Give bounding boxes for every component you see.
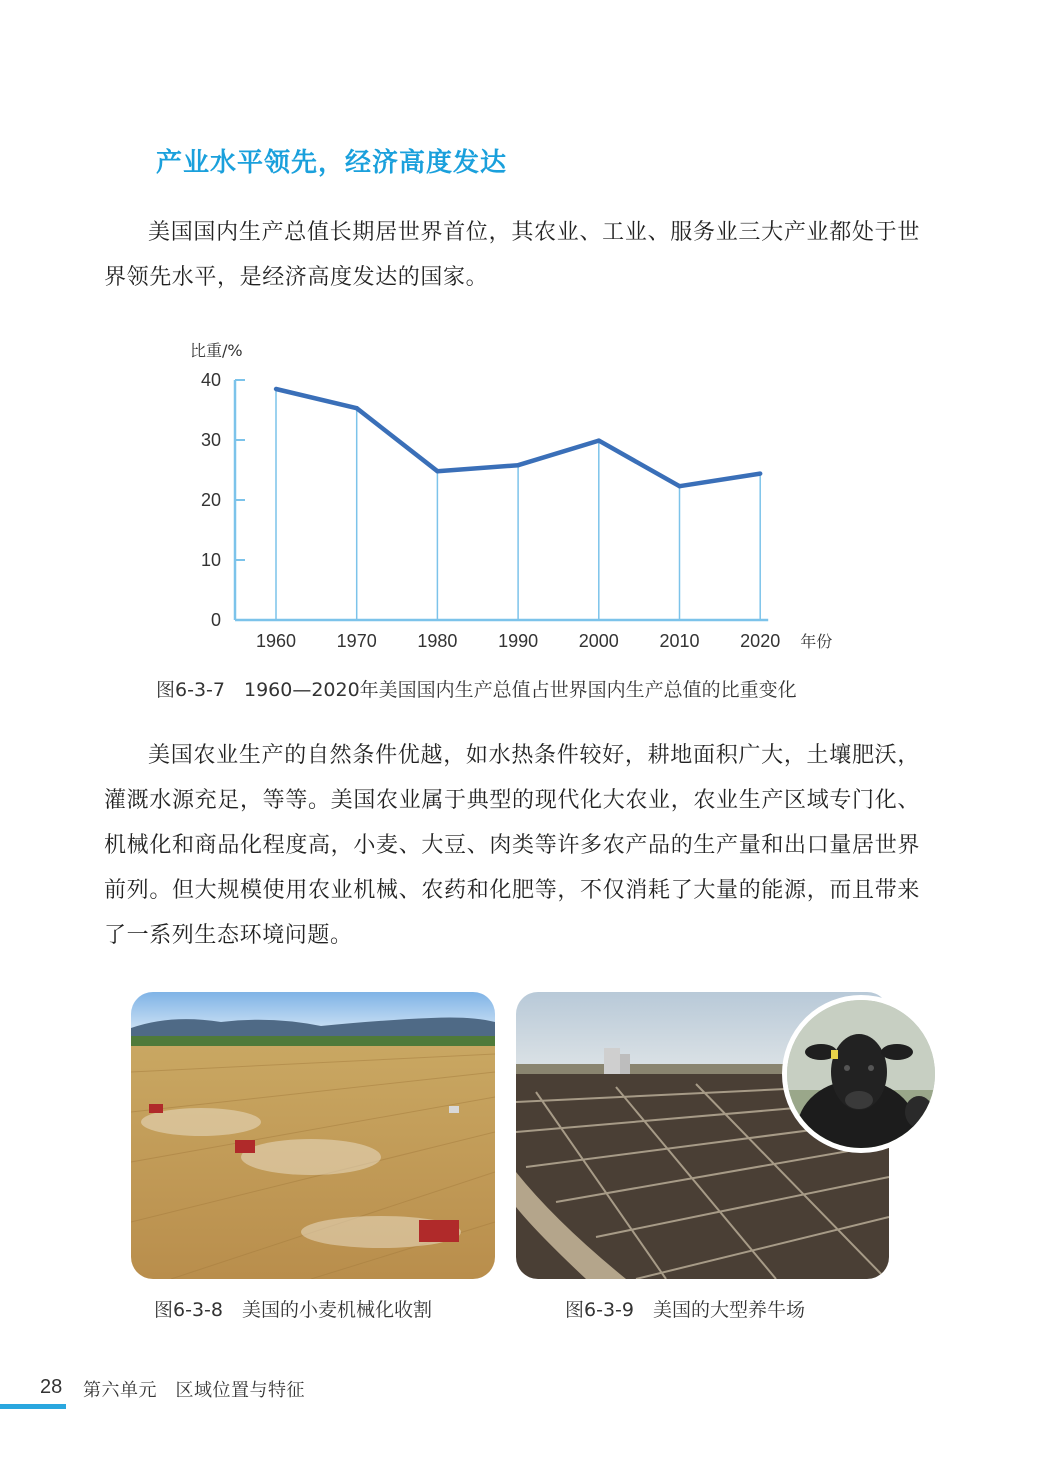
y-tick-label-30: 30 — [200, 430, 221, 450]
x-tick-label-2000: 2000 — [578, 631, 619, 651]
x-tick-label-1980: 1980 — [417, 631, 458, 651]
chart-caption: 图6-3-7 1960—2020年美国国内生产总值占世界国内生产总值的比重变化 — [156, 679, 797, 701]
x-tick-label-2020: 2020 — [740, 631, 781, 651]
y-tick-label-10: 10 — [200, 550, 221, 570]
x-tick-label-1970: 1970 — [336, 631, 377, 651]
paragraph-gdp: 美国国内生产总值长期居世界首位，其农业、工业、服务业三大产业都处于世界领先水平，是经济高度发达的国家。 — [104, 220, 920, 290]
gdp-share-line-chart — [150, 330, 850, 660]
page-number: 28 — [40, 1376, 63, 1398]
section-heading: 产业水平领先，经济高度发达 — [156, 148, 508, 178]
unit-title: 第六单元 区域位置与特征 — [83, 1380, 305, 1401]
data-point-2010 — [677, 484, 681, 488]
x-tick-label-2010: 2010 — [659, 631, 700, 651]
wheat-harvest-photo — [131, 992, 495, 1279]
data-point-1990 — [516, 463, 520, 467]
wheat-photo-caption: 图6-3-8 美国的小麦机械化收割 — [154, 1299, 432, 1321]
data-point-1980 — [435, 469, 439, 473]
x-axis-title: 年份 — [800, 632, 833, 651]
y-tick-label-40: 40 — [200, 370, 221, 390]
cow-closeup-photo — [782, 995, 940, 1153]
data-point-2020 — [758, 471, 762, 475]
feedlot-photo-caption: 图6-3-9 美国的大型养牛场 — [565, 1299, 805, 1321]
paragraph-agriculture: 美国农业生产的自然条件优越，如水热条件较好，耕地面积广大，土壤肥沃，灌溉水源充足，等等。美国农业属于典型的现代化大农业，农业生产区域专门化、机械化和商品化程度高，小麦、大豆、肉类等许多农产品的生产量和出口量居世界前列。但大规模使用农业机械、农药和化肥等，不仅消耗了大量的能源，而且带来了一系列生态环境问题。 — [104, 743, 920, 948]
x-tick-label-1990: 1990 — [498, 631, 539, 651]
data-point-2000 — [597, 438, 601, 442]
data-point-1970 — [355, 406, 359, 410]
footer-accent-bar — [0, 1404, 66, 1409]
y-axis-title: 比重/% — [190, 341, 243, 360]
data-point-1960 — [274, 387, 278, 391]
y-tick-label-20: 20 — [200, 490, 221, 510]
x-tick-label-1960: 1960 — [255, 631, 297, 651]
y-tick-label-0: 0 — [210, 610, 221, 630]
